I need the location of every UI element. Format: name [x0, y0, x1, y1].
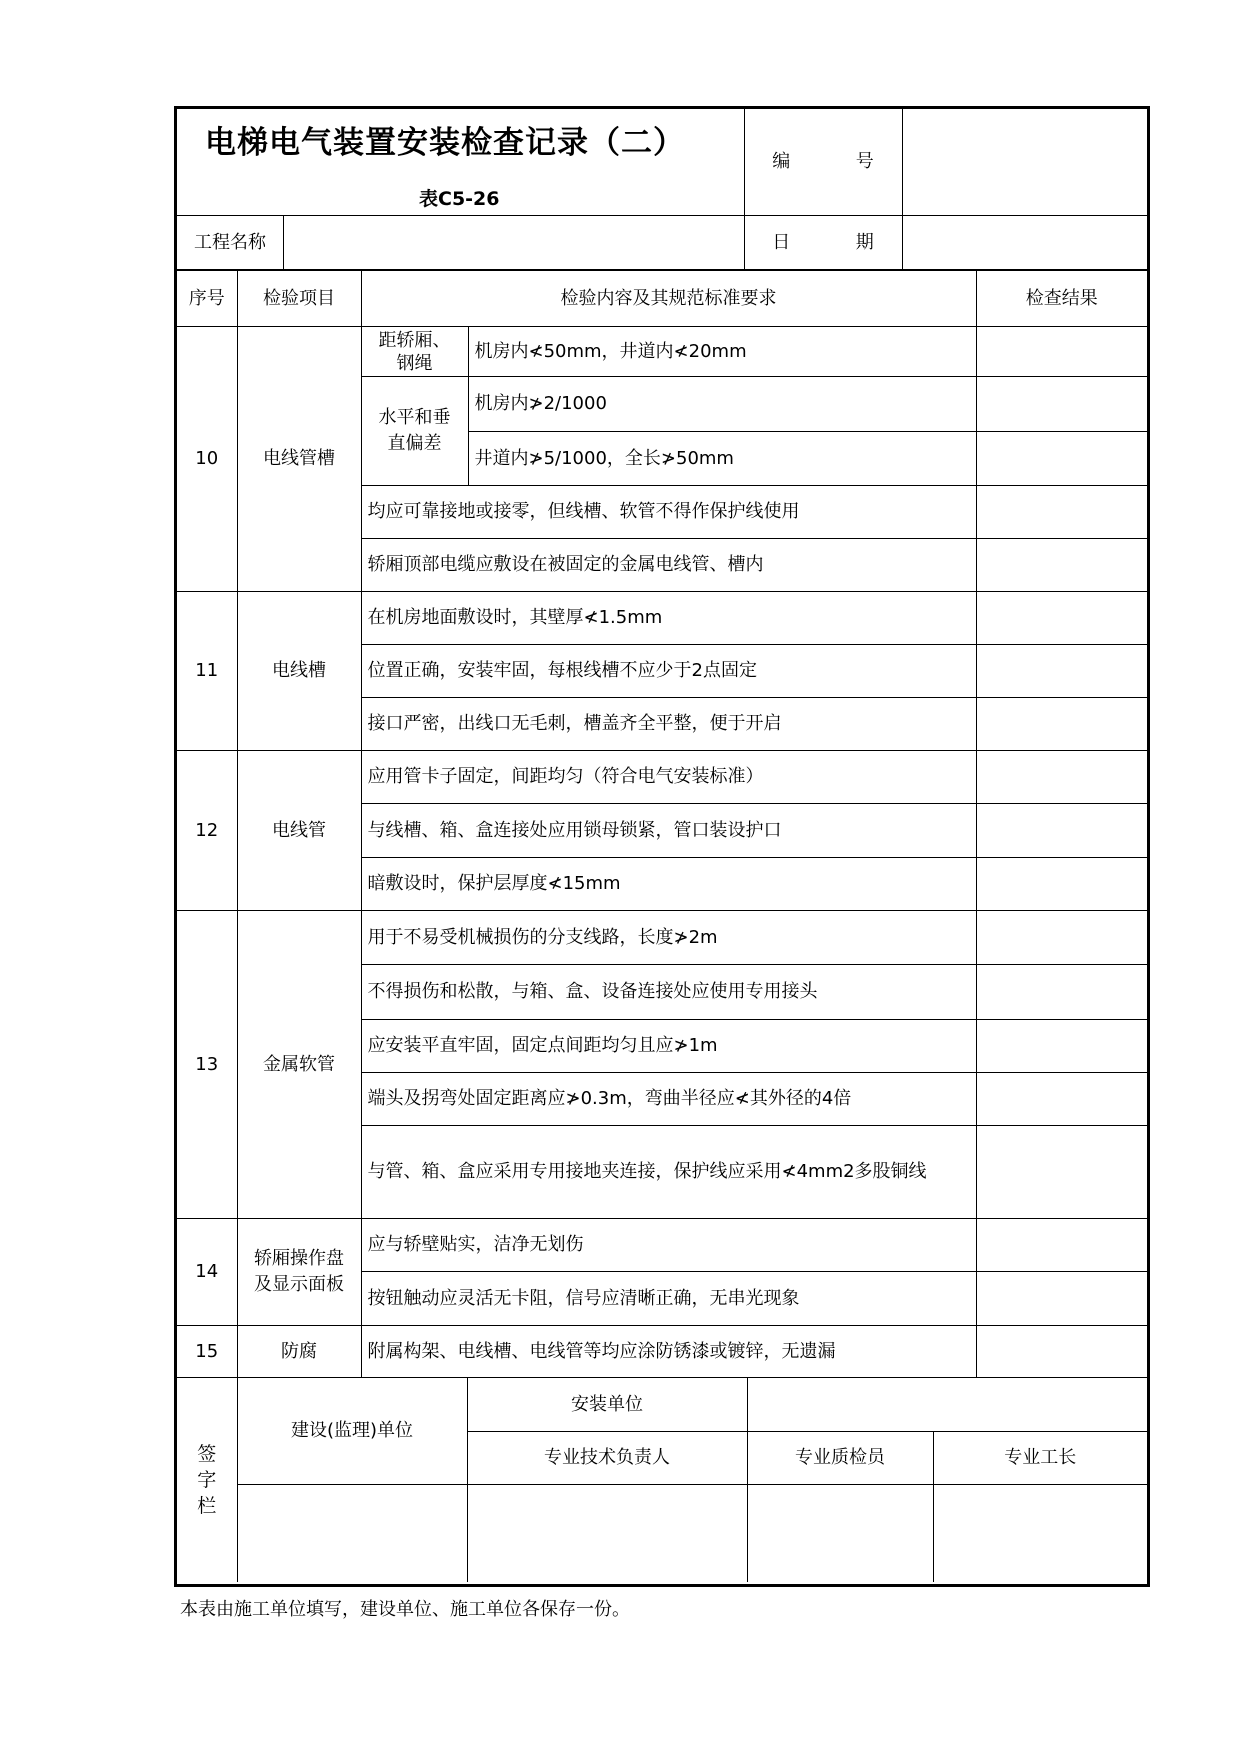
result-field[interactable] [976, 327, 1147, 377]
result-field[interactable] [976, 1020, 1147, 1073]
requirement-text: 在机房地面敷设时，其壁厚≮1.5mm [361, 592, 976, 645]
number-field[interactable] [902, 109, 1147, 216]
seq-cell: 14 [177, 1219, 237, 1326]
result-field[interactable] [976, 1073, 1147, 1126]
signature-block [177, 1378, 1147, 1583]
requirement-text: 轿厢顶部电缆应敷设在被固定的金属电线管、槽内 [361, 539, 976, 592]
project-label: 工程名称 [177, 216, 284, 269]
form-header [177, 109, 1147, 270]
result-field[interactable] [976, 911, 1147, 965]
qc-signature-field[interactable] [748, 1485, 934, 1582]
foreman-signature-field[interactable] [934, 1485, 1148, 1582]
foreman-label: 专业工长 [934, 1432, 1148, 1485]
requirement-text: 用于不易受机械损伤的分支线路，长度≯2m [361, 911, 976, 965]
result-field[interactable] [976, 1326, 1147, 1378]
install-unit-field[interactable] [748, 1378, 1148, 1432]
date-field[interactable] [902, 216, 1147, 270]
signature-grid-cell [237, 1378, 1147, 1583]
item-cell: 电线管槽 [237, 327, 361, 592]
form-code: 表C5-26 [419, 188, 500, 210]
col-result: 检查结果 [976, 271, 1147, 327]
sub-item-label: 距轿厢、钢绳 [361, 327, 468, 377]
sub-item-label: 水平和垂直偏差 [361, 377, 468, 486]
owner-unit-label: 建设(监理)单位 [238, 1378, 468, 1485]
table-row [177, 1326, 1147, 1378]
requirement-text: 位置正确，安装牢固，每根线槽不应少于2点固定 [361, 645, 976, 698]
result-field[interactable] [976, 965, 1147, 1020]
requirement-text: 应安装平直牢固，固定点间距均匀且应≯1m [361, 1020, 976, 1073]
result-field[interactable] [976, 751, 1147, 804]
install-unit-label: 安装单位 [468, 1378, 748, 1432]
requirement-text: 机房内≯2/1000 [468, 377, 976, 432]
requirement-text: 应用管卡子固定，间距均匀（符合电气安装标准） [361, 751, 976, 804]
project-field[interactable] [284, 216, 744, 269]
table-row [177, 751, 1147, 804]
col-seq: 序号 [177, 271, 237, 327]
form-title: 电梯电气装置安装检查记录（二） [205, 125, 685, 161]
col-content: 检验内容及其规范标准要求 [361, 271, 976, 327]
result-field[interactable] [976, 1126, 1147, 1219]
requirement-text: 端头及拐弯处固定距离应≯0.3m，弯曲半径应≮其外径的4倍 [361, 1073, 976, 1126]
requirement-text: 不得损伤和松散，与箱、盒、设备连接处应使用专用接头 [361, 965, 976, 1020]
result-field[interactable] [976, 486, 1147, 539]
result-field[interactable] [976, 858, 1147, 911]
item-cell: 电线管 [237, 751, 361, 911]
requirement-text: 与管、箱、盒应采用专用接地夹连接，保护线应采用≮4mm2多股铜线 [361, 1126, 976, 1219]
item-cell: 金属软管 [237, 911, 361, 1219]
seq-cell: 15 [177, 1326, 237, 1378]
inspection-table [177, 270, 1147, 1582]
signature-label: 签字栏 [197, 1443, 217, 1517]
project-row [177, 216, 744, 270]
column-header-row [177, 271, 1147, 327]
seq-cell: 12 [177, 751, 237, 911]
tech-lead-signature-field[interactable] [468, 1485, 748, 1582]
requirement-text: 附属构架、电线槽、电线管等均应涂防锈漆或镀锌，无遗漏 [361, 1326, 976, 1378]
requirement-text: 按钮触动应灵活无卡阻，信号应清晰正确，无串光现象 [361, 1272, 976, 1326]
result-field[interactable] [976, 539, 1147, 592]
requirement-text: 暗敷设时，保护层厚度≮15mm [361, 858, 976, 911]
result-field[interactable] [976, 645, 1147, 698]
seq-cell: 13 [177, 911, 237, 1219]
tech-lead-label: 专业技术负责人 [468, 1432, 748, 1485]
inspection-form [174, 106, 1150, 1587]
seq-cell: 11 [177, 592, 237, 751]
col-item: 检验项目 [237, 271, 361, 327]
requirement-text: 井道内≯5/1000，全长≯50mm [468, 432, 976, 486]
requirement-text: 均应可靠接地或接零，但线槽、软管不得作保护线使用 [361, 486, 976, 539]
result-field[interactable] [976, 1219, 1147, 1272]
item-cell: 电线槽 [237, 592, 361, 751]
result-field[interactable] [976, 377, 1147, 432]
table-row [177, 327, 1147, 377]
requirement-text: 应与轿壁贴实，洁净无划伤 [361, 1219, 976, 1272]
date-label: 日 期 [744, 216, 902, 270]
footnote: 本表由施工单位填写，建设单位、施工单位各保存一份。 [180, 1599, 630, 1620]
table-row [177, 1219, 1147, 1272]
owner-signature-field[interactable] [238, 1485, 468, 1582]
number-label: 编 号 [744, 109, 902, 216]
requirement-text: 机房内≮50mm，井道内≮20mm [468, 327, 976, 377]
result-field[interactable] [976, 592, 1147, 645]
result-field[interactable] [976, 698, 1147, 751]
item-cell: 防腐 [237, 1326, 361, 1378]
table-row [177, 911, 1147, 965]
table-row [177, 592, 1147, 645]
item-cell: 轿厢操作盘及显示面板 [237, 1219, 361, 1326]
requirement-text: 接口严密，出线口无毛刺，槽盖齐全平整，便于开启 [361, 698, 976, 751]
result-field[interactable] [976, 804, 1147, 858]
title-cell [177, 109, 744, 216]
signature-label-cell [177, 1378, 237, 1583]
requirement-text: 与线槽、箱、盒连接处应用锁母锁紧，管口装设护口 [361, 804, 976, 858]
qc-label: 专业质检员 [748, 1432, 934, 1485]
result-field[interactable] [976, 1272, 1147, 1326]
seq-cell: 10 [177, 327, 237, 592]
result-field[interactable] [976, 432, 1147, 486]
